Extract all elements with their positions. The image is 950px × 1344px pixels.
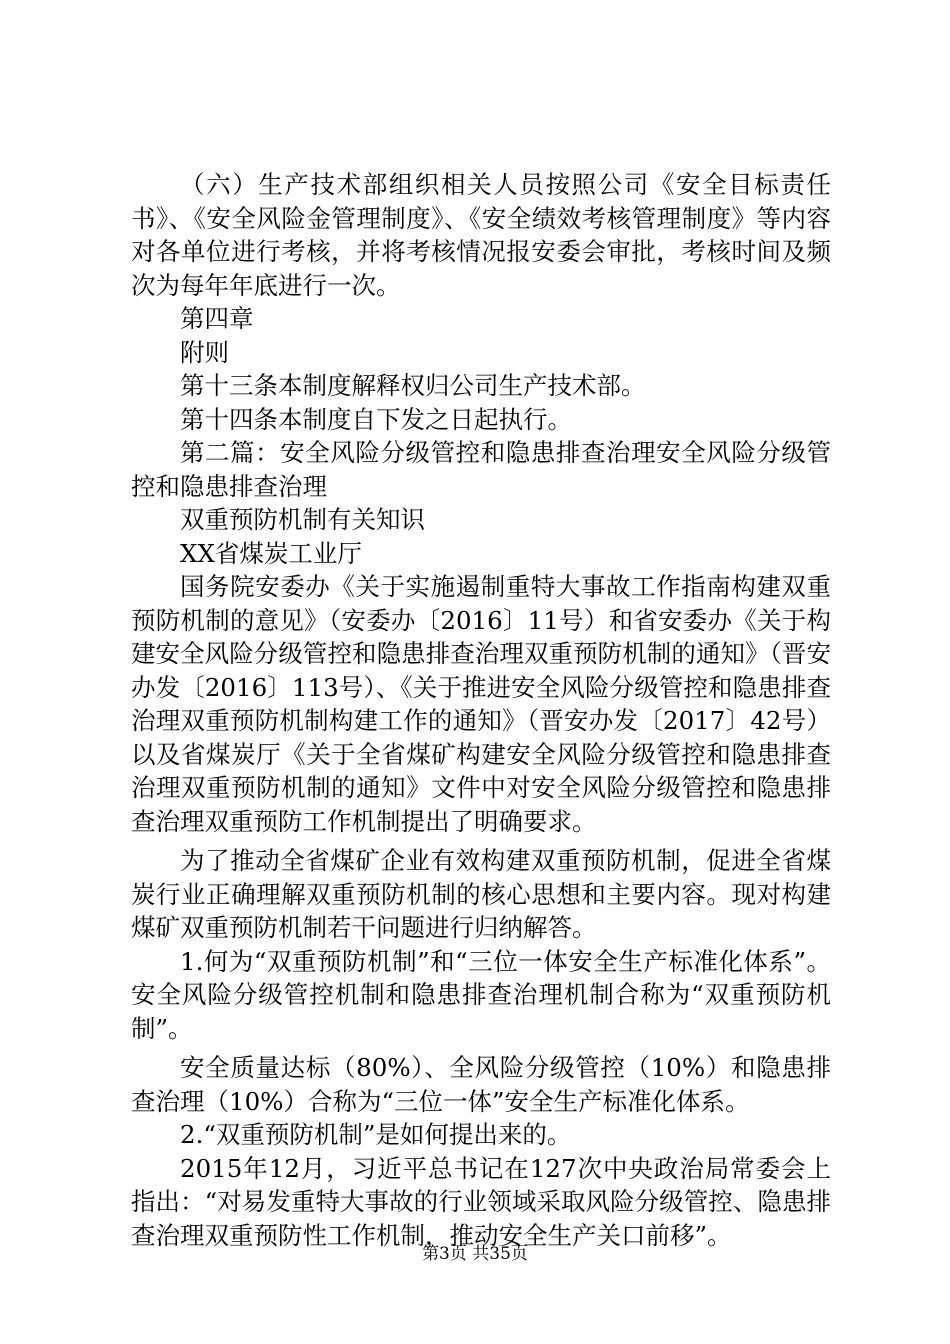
answer-one-detail: 安全质量达标（80%）、全风险分级管控（10%）和隐患排查治理（10%）合称为“三位一体”安全生产标准化体系。 bbox=[131, 1053, 831, 1116]
paragraph-purpose: 为了推动全省煤矿企业有效构建双重预防机制，促进全省煤炭行业正确理解双重预防机制的核心思想和主要内容。现对构建煤矿双重预防机制若干问题进行归纳解答。 bbox=[131, 846, 831, 942]
answer-two: 2015年12月，习近平总书记在127次中央政治局常委会上指出：“对易发重特大事故的行业领域采取风险分级管控、隐患排查治理双重预防性工作机制，推动安全生产关口前移”。 bbox=[131, 1153, 831, 1250]
section-title: 双重预防机制有关知识 bbox=[180, 505, 425, 534]
part-two-title: 第二篇：安全风险分级管控和隐患排查治理安全风险分级管控和隐患排查治理 bbox=[131, 438, 831, 501]
document-body bbox=[131, 168, 831, 1252]
issuing-department: XX省煤炭工业厅 bbox=[180, 538, 362, 568]
paragraph-policy-references: 国务院安委办《关于实施遏制重特大事故工作指南构建双重预防机制的意见》（安委办〔2016〕11号）和省安委办《关于构建安全风险分级管控和隐患排查治理双重预防机制的通知》（晋安办发〔2016〕113号）、《关于推进安全风险分级管控和隐患排查治理双重预防机制构建工作的通知》（晋安办发〔2017〕42号）以及省煤炭厅《关于全省煤矿构建安全风险分级管控和隐患排查治理双重预防机制的通知》文件中对安全风险分级管控和隐患排查治理双重预防工作机制提出了明确要求。 bbox=[131, 572, 831, 836]
chapter-heading: 第四章 bbox=[180, 304, 254, 333]
question-one: 1.何为“双重预防机制”和“三位一体安全生产标准化体系”。安全风险分级管控机制和隐患排查治理机制合称为“双重预防机制”。 bbox=[131, 946, 831, 1043]
article-fourteen: 第十四条本制度自下发之日起执行。 bbox=[180, 404, 572, 434]
paragraph-section-six: （六）生产技术部组织相关人员按照公司《安全目标责任书》、《安全风险金管理制度》、《安全绩效考核管理制度》等内容对各单位进行考核，并将考核情况报安委会审批，考核时间及频次为每年年底进行一次。 bbox=[131, 170, 831, 300]
page-number: 第3页 共35页 bbox=[422, 1244, 528, 1264]
question-two: 2.“双重预防机制”是如何提出来的。 bbox=[180, 1120, 572, 1149]
chapter-subheading: 附则 bbox=[180, 337, 229, 367]
article-thirteen: 第十三条本制度解释权归公司生产技术部。 bbox=[180, 371, 646, 400]
